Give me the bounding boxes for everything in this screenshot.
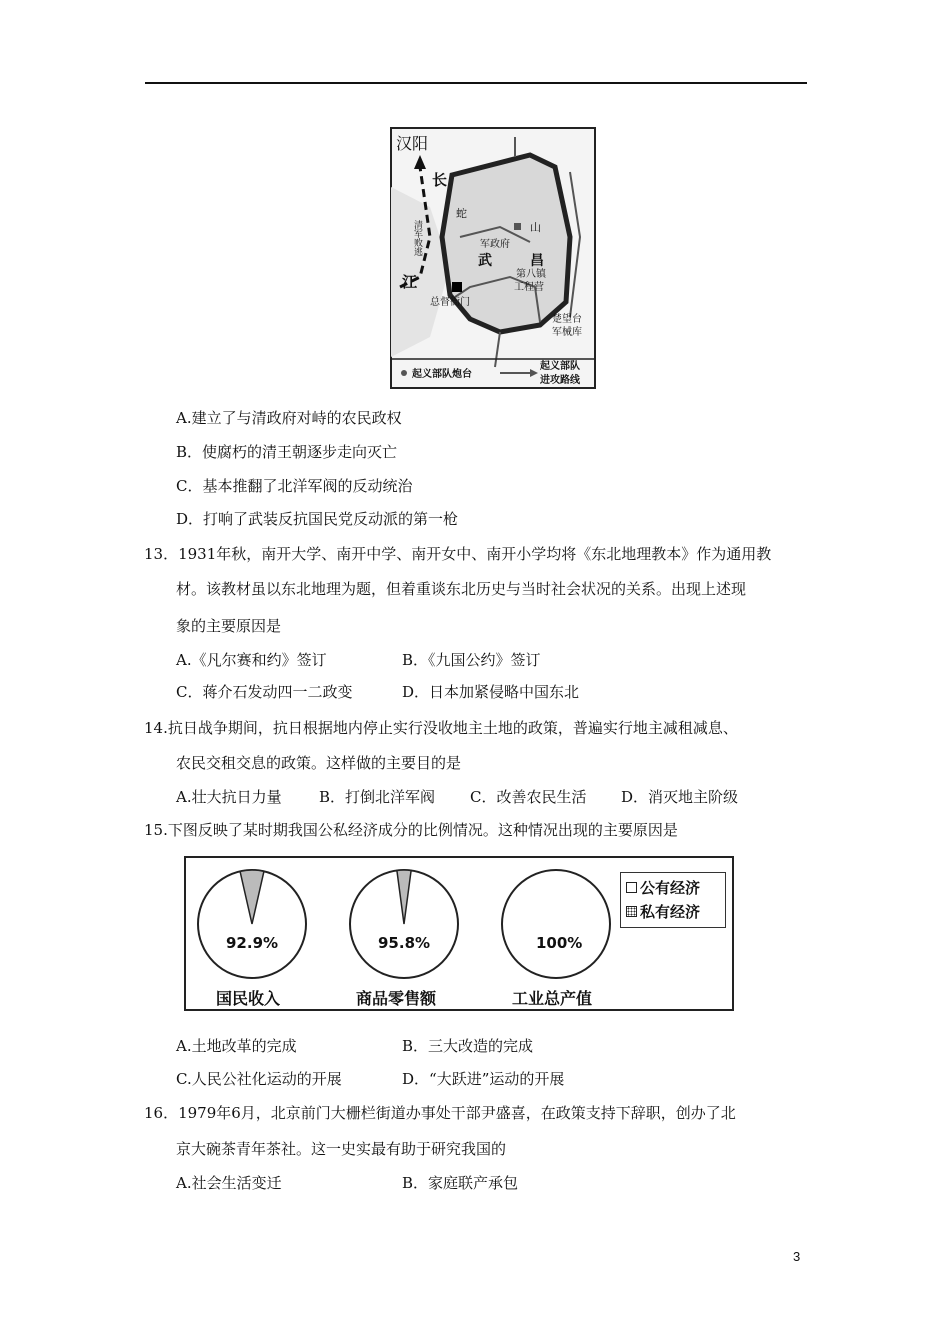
- q13-stem-line-1: 13．1931年秋，南开大学、南开中学、南开女中、南开小学均将《东北地理教本》作为通用教: [144, 545, 772, 563]
- label-shan: 山: [530, 221, 541, 234]
- q16-option-a: A.社会生活变迁: [176, 1174, 282, 1192]
- label-jiang: 江: [402, 273, 418, 291]
- q13-option-a: A.《凡尔赛和约》签订: [176, 651, 327, 669]
- label-chuwangtai-1: 楚望台: [552, 314, 582, 325]
- q13-option-d: D．日本加紧侵略中国东北: [402, 683, 580, 701]
- legend-swatch-public: [626, 882, 637, 893]
- q13-option-b: B．《九国公约》签订: [402, 651, 541, 669]
- wuchang-uprising-map: [390, 127, 596, 389]
- q12-option-b: B．使腐朽的清王朝逐步走向灭亡: [176, 443, 398, 461]
- legend-swatch-private: [626, 906, 637, 917]
- q12-option-a: A.建立了与清政府对峙的农民政权: [176, 409, 402, 427]
- q15-option-b: B．三大改造的完成: [402, 1037, 534, 1055]
- pie-value-national-income: 92.9%: [226, 934, 279, 952]
- q16-option-b: B．家庭联产承包: [402, 1174, 519, 1192]
- q14-option-b: B．打倒北洋军阀: [319, 788, 436, 806]
- legend-artillery-label: 起义部队炮台: [412, 369, 472, 380]
- q13-option-c: C．蒋介石发动四一二政变: [176, 683, 353, 701]
- pie-retail-sales: [346, 866, 462, 982]
- pie-industrial-output: [498, 866, 614, 982]
- pie-label-national-income: 国民收入: [216, 989, 281, 1008]
- q12-option-d: D．打响了武装反抗国民党反动派的第一枪: [176, 510, 459, 528]
- q15-stem-line-1: 15.下图反映了某时期我国公私经济成分的比例情况。这种情况出现的主要原因是: [144, 821, 678, 839]
- pie-label-industrial-output: 工业总产值: [512, 989, 593, 1008]
- governor-yamen-marker: [452, 282, 462, 292]
- header-rule: [145, 82, 807, 84]
- q15-option-c: C.人民公社化运动的开展: [176, 1070, 342, 1088]
- label-hanyang-1: 汉阳: [396, 134, 429, 153]
- page-number: 3: [793, 1249, 801, 1264]
- q14-option-a: A.壮大抗日力量: [176, 788, 282, 806]
- label-chuwangtai-2: 军械库: [552, 327, 582, 338]
- pie-legend: [620, 872, 726, 928]
- q16-stem-line-1: 16．1979年6月，北京前门大栅栏街道办事处干部尹盛喜，在政策支持下辞职，创办了北: [144, 1104, 736, 1122]
- military-gov-marker: [514, 223, 521, 230]
- pie-national-income: [194, 866, 310, 982]
- legend-route-label-2: 进攻路线: [540, 375, 580, 386]
- label-retreat: 清军败逃: [412, 220, 422, 256]
- label-chang-city: 昌: [530, 253, 544, 269]
- q14-stem-line-1: 14.抗日战争期间，抗日根据地内停止实行没收地主土地的政策，普遍实行地主减租减息、: [144, 719, 738, 737]
- q13-stem-line-2: 材。该教材虽以东北地理为题，但着重谈东北历史与当时社会状况的关系。出现上述现: [176, 580, 747, 598]
- label-wu: 武: [478, 253, 492, 269]
- label-chang: 长: [432, 171, 448, 189]
- q14-stem-line-2: 农民交租交息的政策。这样做的主要目的是: [176, 754, 462, 772]
- pie-chart-panel: [184, 856, 734, 1011]
- label-governor: 总督衙门: [430, 297, 470, 308]
- q12-option-c: C．基本推翻了北洋军阀的反动统治: [176, 477, 413, 495]
- q14-option-d: D．消灭地主阶级: [621, 788, 739, 806]
- legend-item-private: [626, 901, 700, 922]
- label-eighth-town-2: 工程营: [514, 282, 544, 293]
- q14-option-c: C．改善农民生活: [470, 788, 587, 806]
- q15-option-d: D．“大跃进”运动的开展: [402, 1070, 565, 1088]
- legend-item-public: [626, 877, 700, 898]
- legend-artillery-mark: [401, 370, 407, 376]
- q13-stem-line-3: 象的主要原因是: [176, 617, 282, 635]
- legend-label-public: 公有经济: [640, 879, 701, 897]
- pie-label-retail-sales: 商品零售额: [356, 989, 437, 1008]
- label-she: 蛇: [456, 207, 467, 220]
- label-eighth-town-1: 第八镇: [516, 269, 546, 280]
- pie-value-retail-sales: 95.8%: [378, 934, 431, 952]
- pie-value-industrial-output: 100%: [536, 934, 583, 952]
- q16-stem-line-2: 京大碗茶青年茶社。这一史实最有助于研究我国的: [176, 1140, 507, 1158]
- label-military-gov: 军政府: [480, 239, 510, 250]
- legend-route-label-1: 起义部队: [540, 361, 580, 372]
- q15-option-a: A.土地改革的完成: [176, 1037, 297, 1055]
- legend-label-private: 私有经济: [640, 903, 701, 921]
